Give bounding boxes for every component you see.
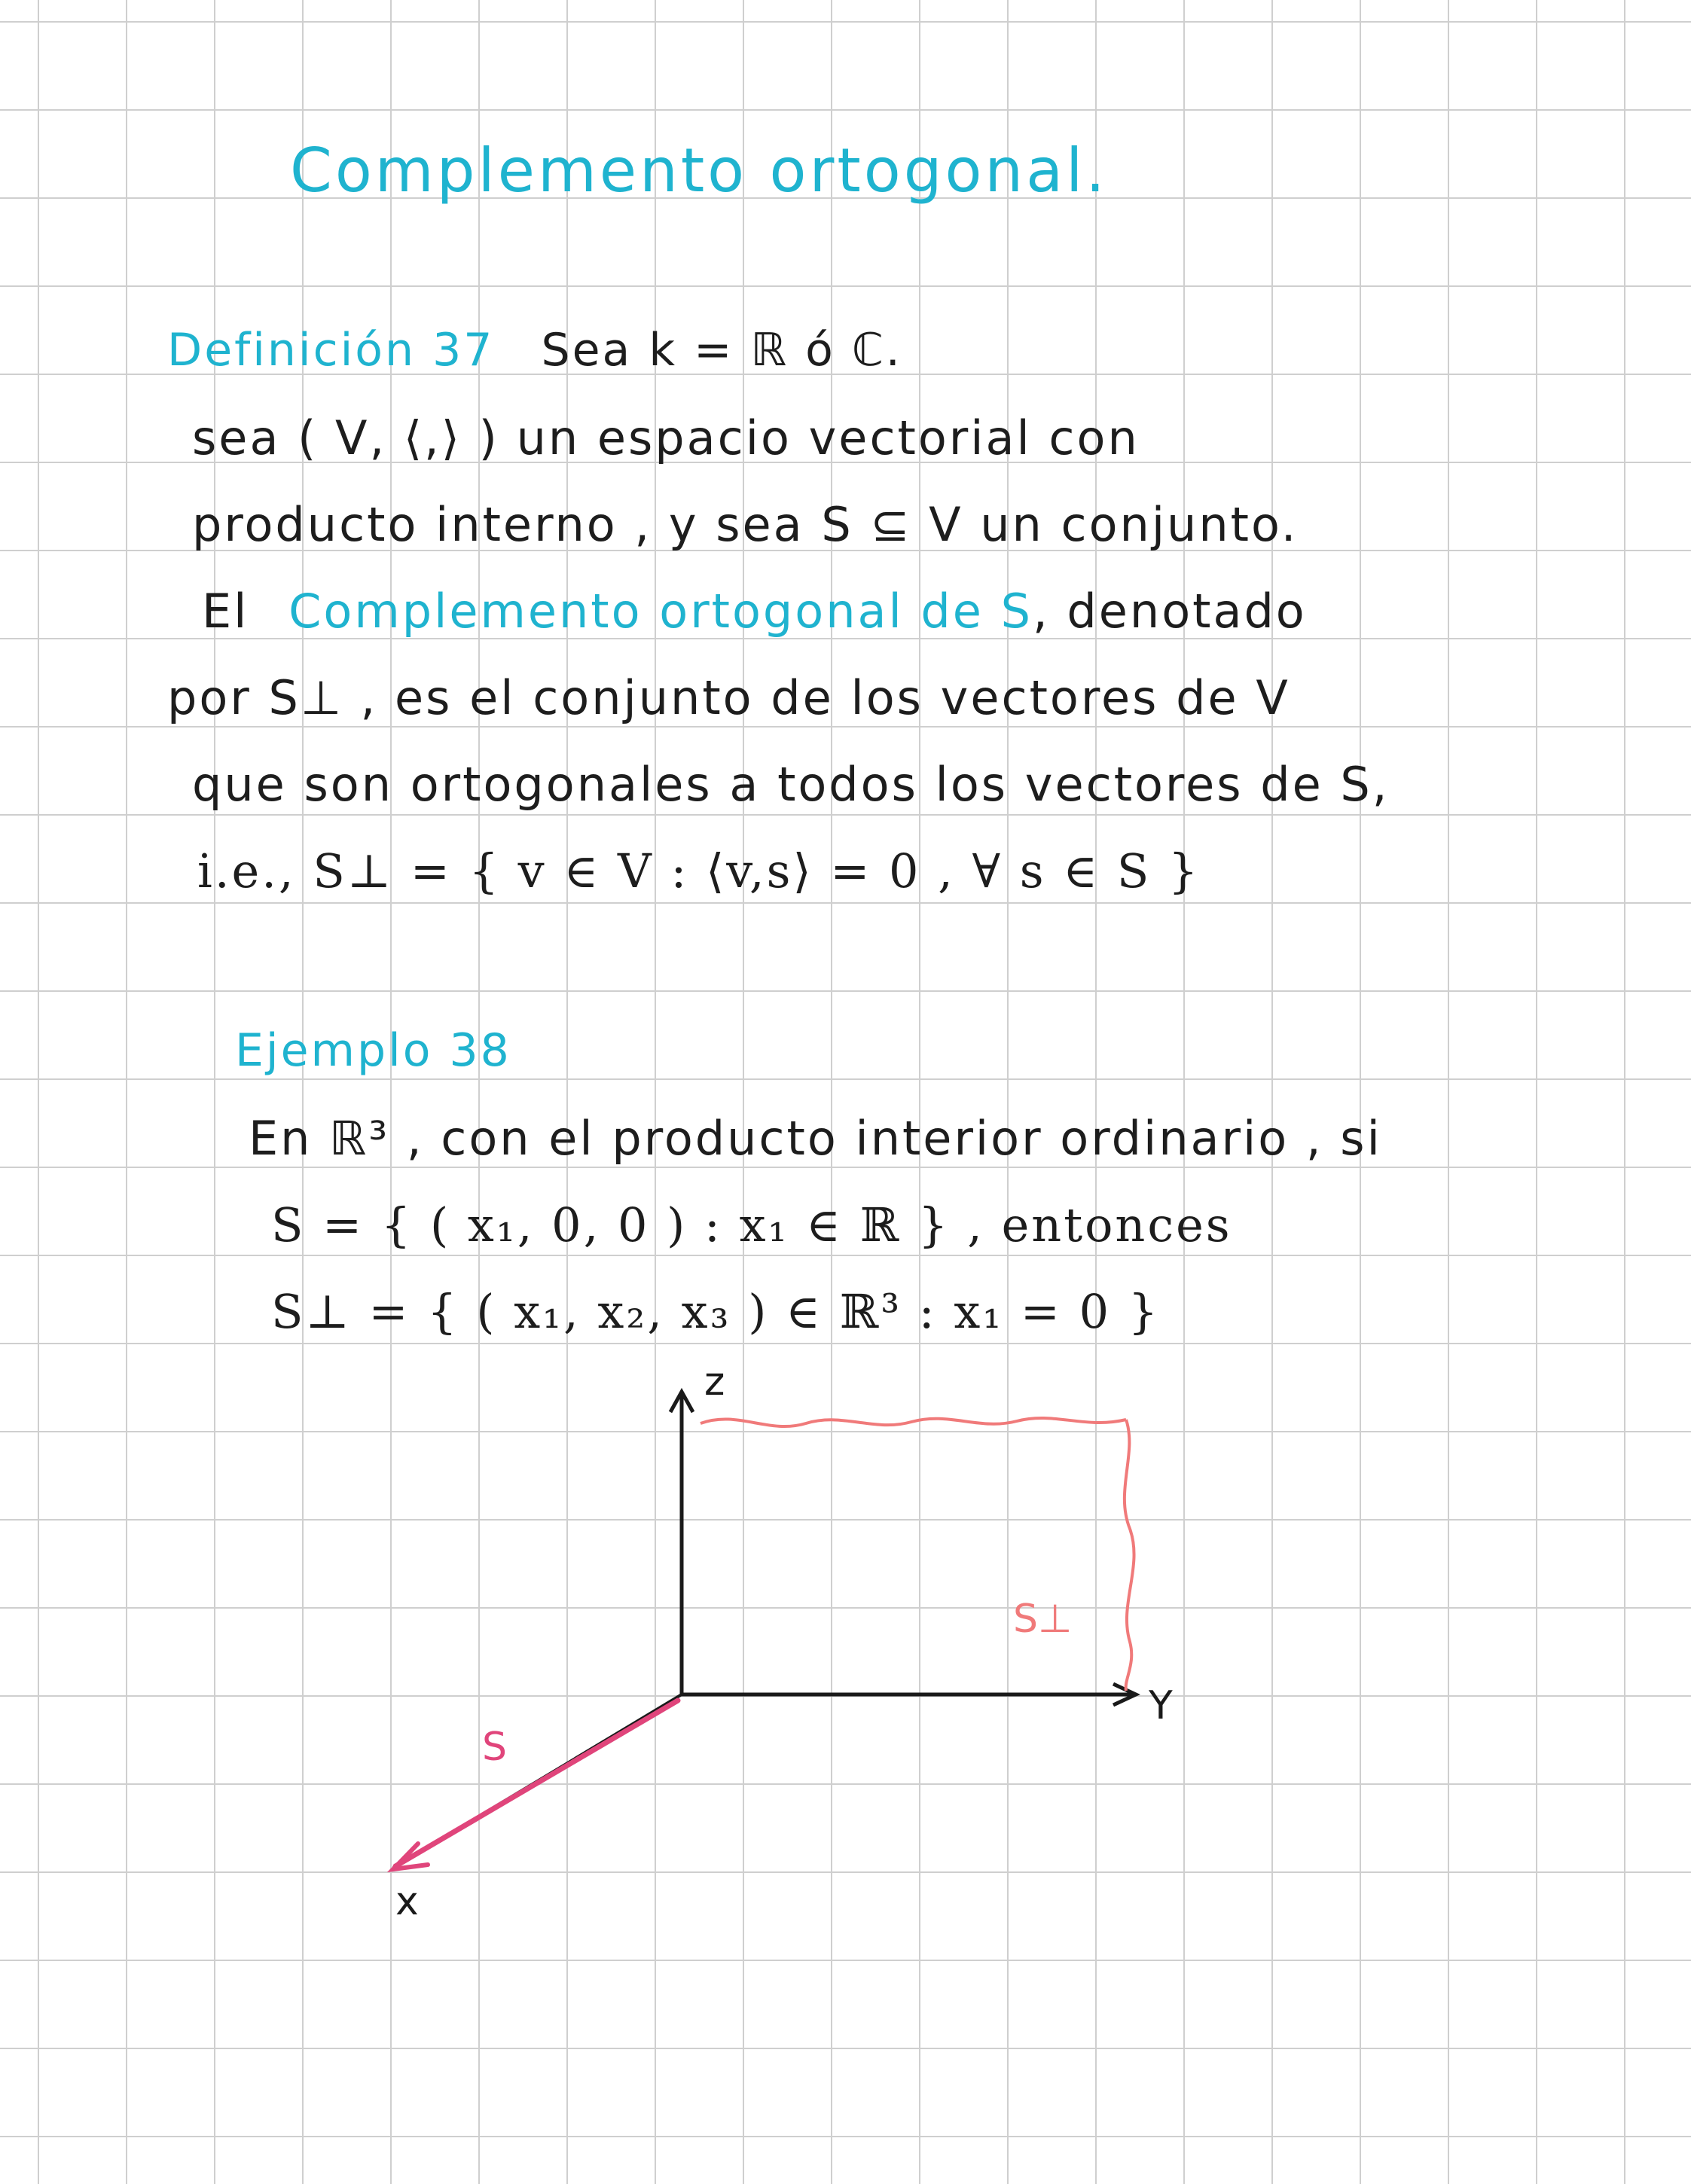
example-line-1: En ℝ³ , con el producto interior ordinario , si — [249, 1111, 1382, 1166]
s-label: S — [482, 1725, 508, 1770]
page-title: Complemento ortogonal. — [290, 136, 1108, 206]
plane-side-edge — [1125, 1420, 1134, 1691]
x-axis-label: x — [395, 1879, 419, 1924]
z-axis-label: z — [704, 1359, 725, 1405]
s-perp-label: S⊥ — [1013, 1597, 1073, 1642]
definition-field-statement: Sea k = ℝ ó ℂ. — [541, 324, 902, 377]
example-label: Ejemplo 38 — [235, 1024, 511, 1077]
example-line-3: S⊥ = { ( x₁, x₂, x₃ ) ∈ ℝ³ : x₁ = 0 } — [271, 1284, 1161, 1339]
definition-line-4-pre: El — [202, 584, 249, 639]
definition-line-5: por S⊥ , es el conjunto de los vectores de V — [167, 670, 1290, 725]
definition-label: Definición 37 — [167, 324, 495, 377]
definition-line-3: producto interno , y sea S ⊆ V un conjunto. — [192, 497, 1299, 552]
definition-line-4-post: , denotado — [1033, 584, 1307, 639]
definition-formula: i.e., S⊥ = { v ∈ V : ⟨v,s⟩ = 0 , ∀ s ∈ S } — [197, 843, 1201, 898]
y-axis-label: Y — [1149, 1683, 1173, 1728]
s-vector — [395, 1701, 678, 1866]
example-line-2: S = { ( x₁, 0, 0 ) : x₁ ∈ ℝ } , entonces — [271, 1197, 1232, 1252]
plane-top-edge — [701, 1418, 1126, 1426]
definition-line-6: que son ortogonales a todos los vectores de S, — [192, 757, 1390, 812]
definition-line-2: sea ( V, ⟨,⟩ ) un espacio vectorial con — [192, 410, 1140, 465]
defined-term: Complemento ortogonal de S — [288, 584, 1033, 639]
